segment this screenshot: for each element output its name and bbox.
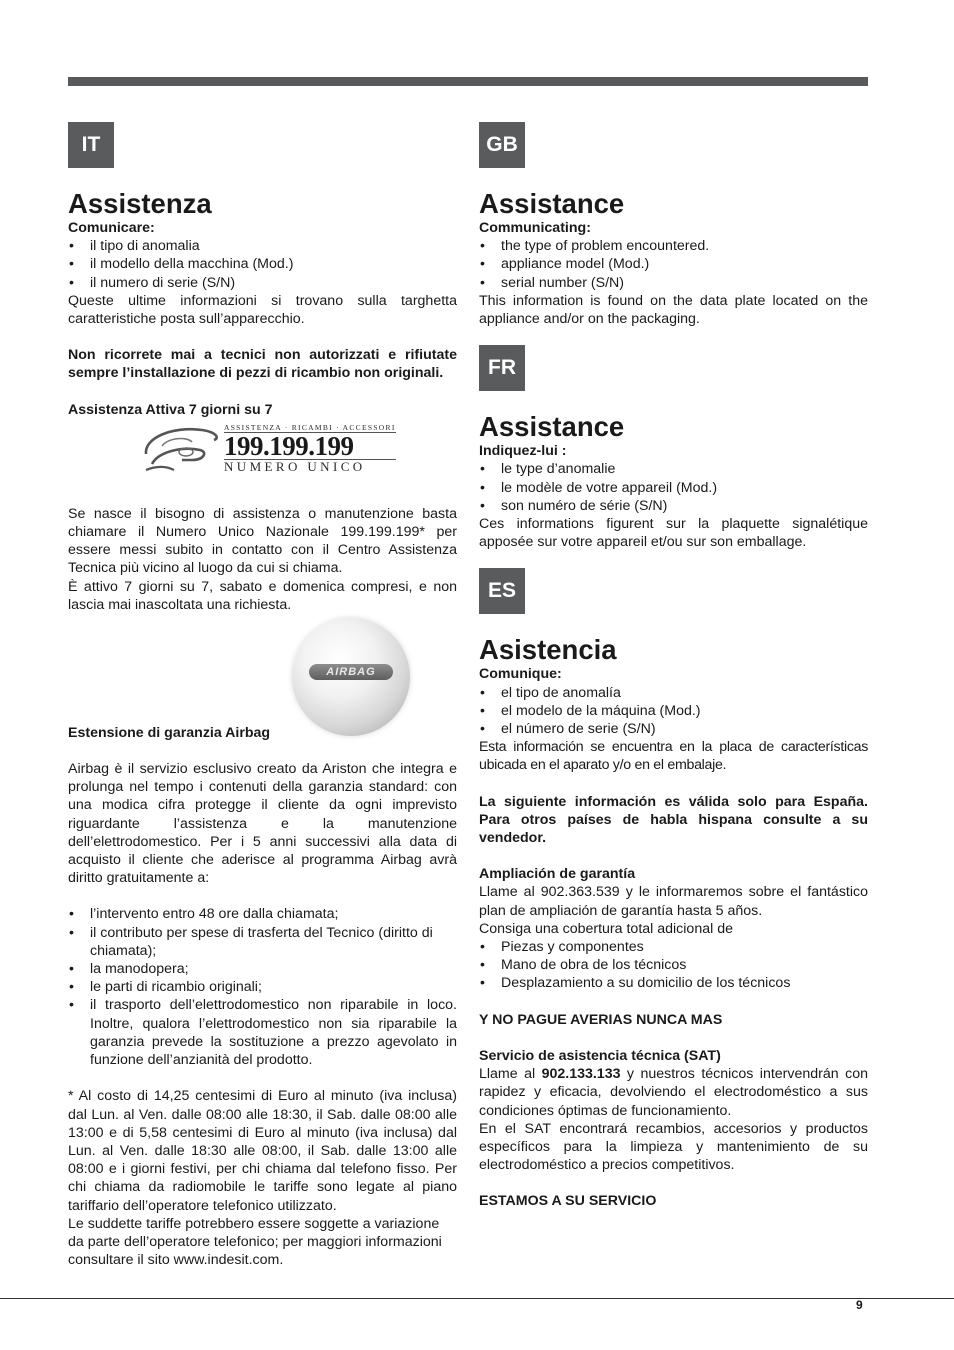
closing-slogan: ESTAMOS A SU SERVICIO	[479, 1193, 657, 1210]
info-list-fr	[479, 460, 868, 515]
list-item: • il trasporto dell’elettrodomestico non riparabile in loco. Inoltre, qualora l’elettrodomestico non sia riparabile la garanzia prevede la sostituzione a prezzo agevolato in funzione dell’anzianità del prodotto.	[68, 996, 457, 1069]
logo-top-text: ASSISTENZA · RICAMBI · ACCESSORI	[224, 423, 396, 433]
sat-phone-number: 902.133.133	[541, 1066, 621, 1083]
list-item: • Piezas y componentes	[479, 938, 868, 956]
list-item: • le modèle de votre appareil (Mod.)	[479, 479, 868, 497]
assistance-emblem-icon	[142, 424, 222, 474]
warning-paragraph-it: Non ricorrete mai a tecnici non autorizzati e rifiutate sempre l’installazione di pezzi di ricambio non originali.	[68, 347, 457, 382]
list-item: • l’intervento entro 48 ore dalla chiamata;	[68, 905, 457, 923]
list-item: • Desplazamiento a su domicilio de los técnicos	[479, 974, 868, 992]
logo-phone-number: 199.199.199	[224, 431, 354, 462]
section-title-it: Assistenza	[68, 188, 212, 219]
footer-rule	[0, 1298, 954, 1299]
list-item: • il numero di serie (S/N)	[68, 274, 457, 292]
availability-paragraph-it: È attivo 7 giorni su 7, sabato e domenica compresi, e non lascia mai inascoltata una richiesta.	[68, 578, 457, 613]
airbag-title: Estensione di garanzia Airbag	[68, 724, 271, 741]
list-item: • el número de serie (S/N)	[479, 720, 868, 738]
warranty-paragraph: Llame al 902.363.539 y le informaremos sobre el fantástico plan de ampliación de garantía hasta 5 años.	[479, 884, 868, 919]
list-item: • the type of problem encountered.	[479, 237, 868, 255]
coverage-paragraph: Consiga una cobertura total adicional de	[479, 920, 733, 937]
language-badge-fr: FR	[479, 345, 525, 391]
page-number: 9	[856, 1298, 863, 1312]
info-paragraph-es: Esta información se encuentra en la placa de características ubicada en el aparato y/o en el embalaje.	[479, 739, 868, 774]
sat-text-post: y nuestros técnicos intervendrán con rapidez y eficacia, devolviendo el electrodoméstico a sus condiciones óptimas de funcionamiento.	[479, 1066, 868, 1119]
info-list-it	[68, 237, 457, 292]
assistance-paragraph-it: Se nasce il bisogno di assistenza o manutenzione basta chiamare il Numero Unico Nazionale 199.199.199* per essere messi subito in contatto con il Centro Assistenza Tecnica più vicino al luogo da cui si chiama.	[68, 505, 457, 577]
list-item: • il modello della macchina (Mod.)	[68, 255, 457, 273]
language-badge-it: IT	[68, 122, 114, 168]
spain-note: La siguiente información es válida solo para España. Para otros países de habla hispana consulte a su vendedor.	[479, 793, 868, 847]
airbag-logo	[292, 618, 410, 736]
section-title-gb: Assistance	[479, 188, 625, 219]
warranty-title: Ampliación de garantía	[479, 866, 636, 883]
communicate-label-gb: Communicating:	[479, 220, 591, 236]
active-assistance-label: Assistenza Attiva 7 giorni su 7	[68, 401, 273, 418]
no-pay-slogan: Y NO PAGUE AVERIAS NUNCA MAS	[479, 1011, 723, 1028]
language-badge-gb: GB	[479, 122, 525, 168]
sat-paragraph-2: En el SAT encontrará recambios, accesorios y productos específicos para la limpieza y mantenimiento de su electrodoméstico a precios competitivos.	[479, 1120, 868, 1174]
list-item: • el tipo de anomalía	[479, 684, 868, 702]
logo-bottom-text: NUMERO UNICO	[224, 459, 396, 474]
list-item: • la manodopera;	[68, 960, 457, 978]
language-badge-es: ES	[479, 568, 525, 614]
section-title-fr: Assistance	[479, 411, 625, 443]
airbag-paragraph: Airbag è il servizio esclusivo creato da Ariston che integra e prolunga nel tempo i contenuti della garanzia standard: con una modica cifra protegge il cliente da ogni imprevisto riguardante l’assistenza e la manutenzione dell’elettrodomestico. Per i 5 anni successivi alla data di acquisto il cliente che aderisce al programma Airbag avrà diritto gratuitamente a:	[68, 761, 457, 887]
communicate-label-es: Comunique:	[479, 666, 562, 683]
section-title-es: Asistencia	[479, 634, 617, 666]
list-item: • il contributo per spese di trasferta del Tecnico (diritto di chiamata);	[68, 924, 457, 960]
info-paragraph-it: Queste ultime informazioni si trovano sulla targhetta caratteristiche posta sull’apparecchio.	[68, 292, 457, 328]
list-item: • Mano de obra de los técnicos	[479, 956, 868, 974]
airbag-logo-label: AIRBAG	[309, 664, 393, 680]
italian-column	[68, 122, 457, 1269]
info-list-es	[479, 684, 868, 739]
list-item: • appliance model (Mod.)	[479, 255, 868, 273]
airbag-section-header	[68, 614, 457, 742]
communicate-label-fr: Indiquez-lui :	[479, 443, 567, 460]
right-column	[479, 122, 868, 1211]
list-item: • son numéro de série (S/N)	[479, 497, 868, 515]
sat-title: Servicio de asistencia técnica (SAT)	[479, 1047, 721, 1064]
airbag-benefits-list	[68, 905, 457, 1069]
list-item: • serial number (S/N)	[479, 274, 868, 292]
tariff-footnote: * Al costo di 14,25 centesimi di Euro al minuto (iva inclusa) dal Lun. al Ven. dalle 08:00 alle 18:30, il Sab. dalle 08:00 alle 13:00 e di 5,58 centesimi di Euro al minuto (iva inclusa) dal Lun. al Ven. dalle 18:30 alle 08:00, il Sab. dalle 13:00 alle 08:00 e i giorni festivi, per chi chiama dal telefono fisso. Per chi chiama da radiomobile le tariffe sono legate al piano tariffario dell’operatore telefonico utilizzato.	[68, 1088, 457, 1214]
numero-unico-logo	[142, 423, 457, 475]
info-paragraph-fr: Ces informations figurent sur la plaquette signalétique apposée sur votre appareil et/ou sur son emballage.	[479, 516, 868, 551]
info-list-gb	[479, 237, 868, 292]
info-paragraph-gb: This information is found on the data plate located on the appliance and/or on the packaging.	[479, 292, 868, 328]
coverage-list	[479, 938, 868, 993]
tariff-disclaimer: Le suddette tariffe potrebbero essere soggette a variazione da parte dell’operatore telefonico; per maggiori informazioni consultare il sito www.indesit.com.	[68, 1215, 442, 1269]
list-item: • le parti di ricambio originali;	[68, 978, 457, 996]
sat-paragraph	[479, 1065, 868, 1120]
list-item: • il tipo di anomalia	[68, 237, 457, 255]
list-item: • el modelo de la máquina (Mod.)	[479, 702, 868, 720]
list-item: • le type d’anomalie	[479, 460, 868, 478]
sat-text-pre: Llame al	[479, 1066, 542, 1083]
communicate-label-it: Comunicare:	[68, 220, 155, 236]
top-rule	[68, 77, 868, 86]
